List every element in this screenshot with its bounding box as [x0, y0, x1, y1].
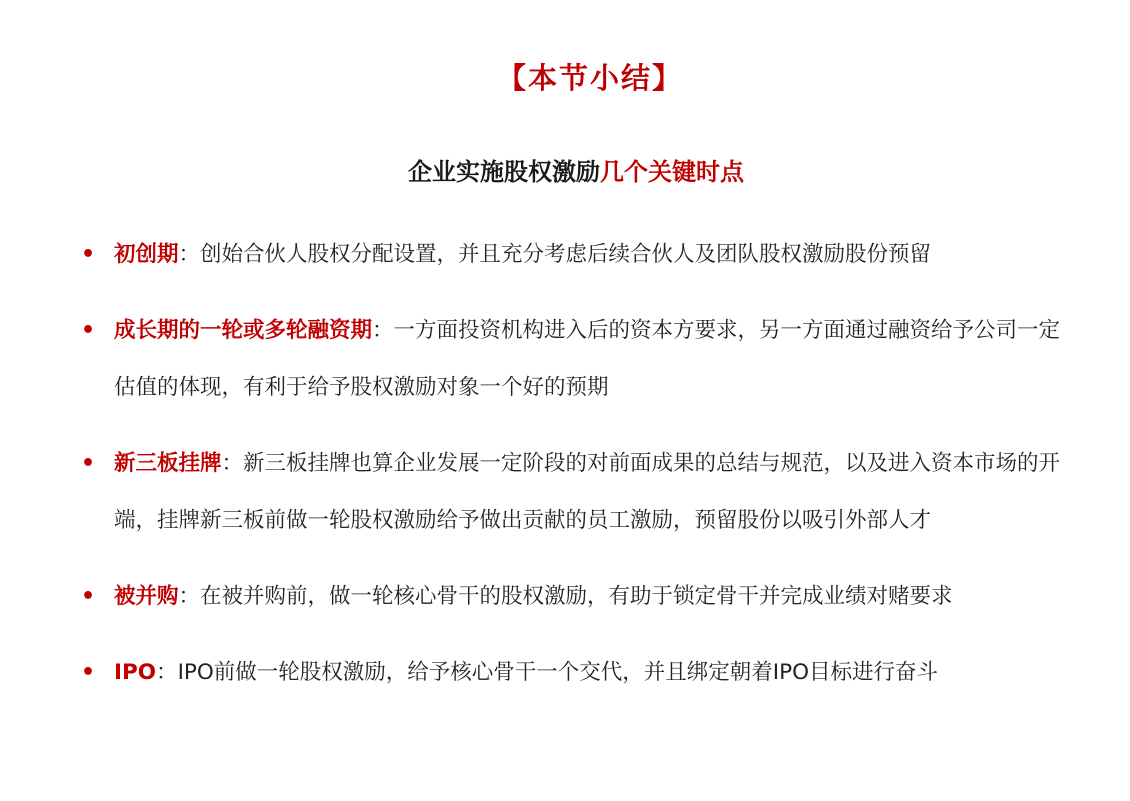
item-text: 一方面投资机构进入后的资本方要求，另一方面通过融资给予公司一定估值的体现，有利于给予股权激励对象一个好的预期	[114, 318, 1061, 400]
key-points-list	[80, 226, 1070, 701]
list-item	[80, 226, 1070, 283]
item-term: 新三板挂牌	[114, 451, 222, 476]
item-text: 新三板挂牌也算企业发展一定阶段的对前面成果的总结与规范，以及进入资本市场的开端，挂牌新三板前做一轮股权激励给予做出贡献的员工激励，预留股份以吸引外部人才	[114, 451, 1061, 533]
list-item	[80, 435, 1070, 549]
item-separator: ：	[178, 584, 201, 609]
subtitle-highlight: 几个关键时点	[600, 158, 744, 186]
item-term: 成长期的一轮或多轮融资期	[114, 318, 373, 343]
bullet-icon: •	[80, 242, 96, 267]
item-separator: ：	[221, 451, 244, 476]
subtitle	[0, 154, 1130, 190]
list-item	[80, 302, 1070, 416]
item-text: 创始合伙人股权分配设置，并且充分考虑后续合伙人及团队股权激励股份预留	[200, 242, 932, 267]
item-term: IPO	[114, 660, 157, 685]
section-title: 【本节小结】	[496, 61, 683, 95]
list-item	[80, 644, 1070, 701]
item-term: 被并购	[114, 584, 179, 609]
item-text: 在被并购前，做一轮核心骨干的股权激励，有助于锁定骨干并完成业绩对赌要求	[200, 584, 953, 609]
bullet-icon: •	[80, 451, 96, 476]
list-item	[80, 568, 1070, 625]
item-separator: ：	[178, 242, 201, 267]
bullet-icon: •	[80, 584, 96, 609]
item-separator: ：	[372, 318, 394, 343]
item-text: IPO前做一轮股权激励，给予核心骨干一个交代，并且绑定朝着IPO目标进行奋斗	[177, 660, 939, 685]
bullet-icon: •	[80, 660, 96, 685]
subtitle-prefix: 企业实施股权激励	[408, 158, 600, 186]
bullet-icon: •	[80, 318, 96, 343]
item-term: 初创期	[114, 242, 179, 267]
item-separator: ：	[156, 660, 178, 685]
